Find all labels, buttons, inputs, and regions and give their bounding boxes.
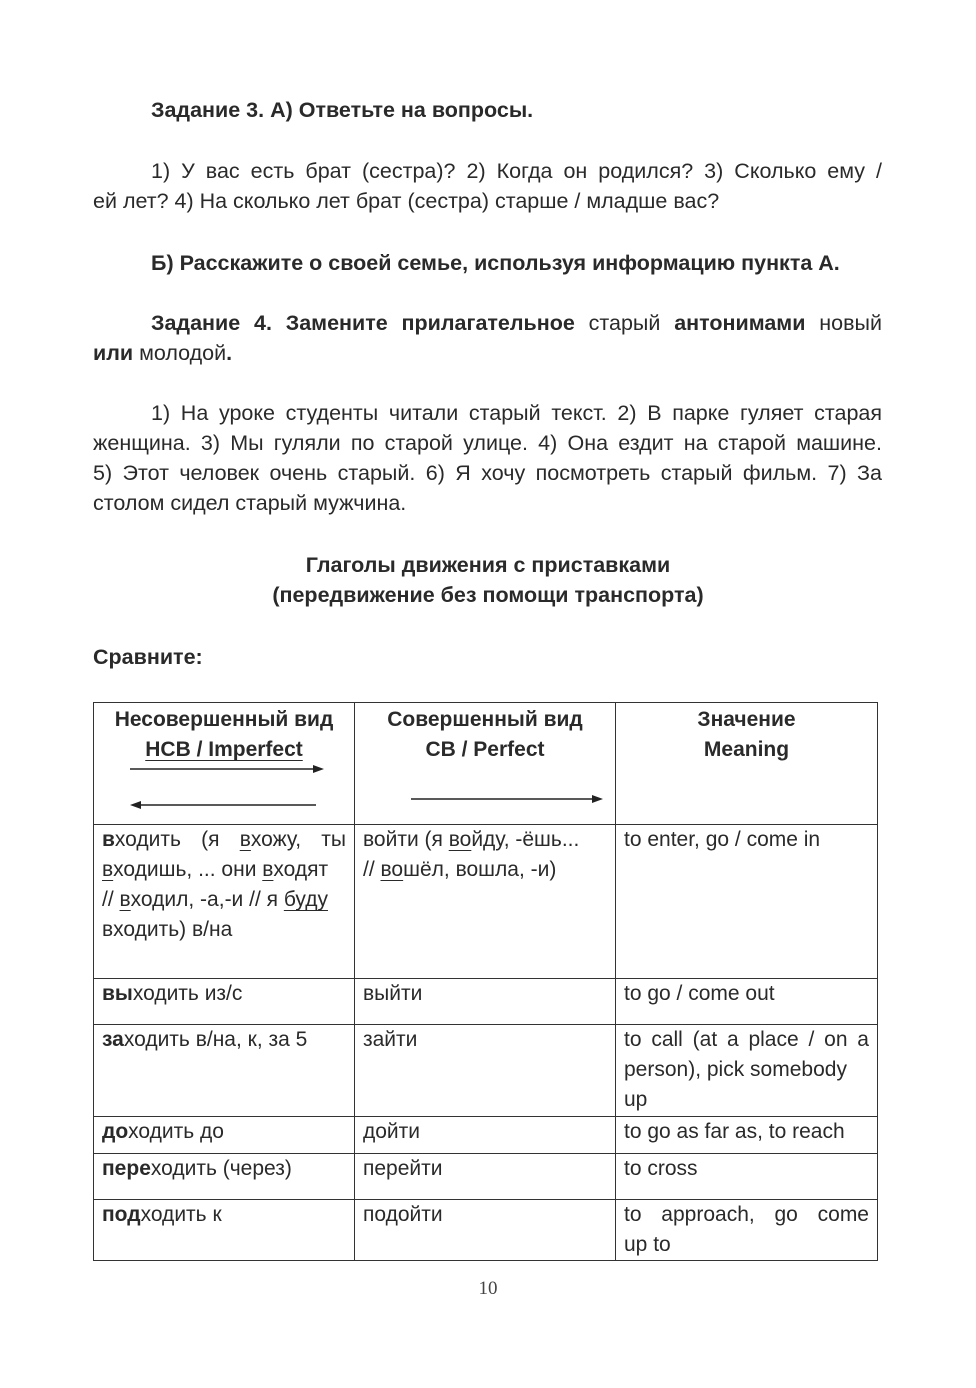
header-perfect-line1: Совершенный вид <box>387 708 583 731</box>
header-meaning-line1: Значение <box>697 708 796 731</box>
task3-questions-line1: 1) У вас есть брат (сестра)? 2) Когда он родился? 3) Сколько ему / <box>151 159 882 183</box>
verb-stem: ходить <box>114 828 181 851</box>
cell-meaning: to go / come out <box>616 979 878 1025</box>
cell-text: // <box>102 888 120 911</box>
verb-stem: ходить из/с <box>132 982 243 1005</box>
cell-text: ходил, -а,-и // я <box>130 888 284 911</box>
two-way-arrow-icon <box>102 765 347 815</box>
one-way-arrow-icon <box>363 765 608 815</box>
cell-imperfect <box>94 1117 355 1154</box>
verb-stem: ходить в/на, к, за 5 <box>123 1028 308 1051</box>
task4-title-bold-3: или <box>93 341 134 365</box>
cell-meaning: to cross <box>616 1154 878 1200</box>
task4-word-new: новый <box>819 311 882 335</box>
underlined-form: в <box>239 828 251 851</box>
task4-title-line1 <box>151 308 882 338</box>
table-header-row <box>94 703 878 825</box>
task4-sentence-line: 5) Этот человек очень старый. 6) Я хочу посмотреть старый фильм. 7) За <box>93 461 882 485</box>
cell-text: (я <box>180 828 240 851</box>
cell-line <box>102 885 346 915</box>
cell-text: йду, -ёшь... <box>471 828 580 851</box>
cell-imperfect <box>94 1154 355 1200</box>
verb-stem: ходить до <box>128 1120 224 1143</box>
underlined-form: в <box>119 888 131 911</box>
task4-sentence-line: 1) На уроке студенты читали старый текст. 2) В парке гуляет старая <box>151 401 882 425</box>
cell-perfect: выйти <box>355 979 616 1025</box>
cell-text: ходят <box>273 858 329 881</box>
cell-line <box>102 855 346 885</box>
task4-sentence-line: столом сидел старый мужчина. <box>93 491 407 515</box>
cell-text: войти (я <box>363 828 449 851</box>
header-meaning-line2: Meaning <box>703 738 790 761</box>
cell-text: хожу <box>250 828 296 851</box>
underlined-form: в <box>262 858 274 881</box>
cell-perfect: подойти <box>355 1200 616 1261</box>
cell-text: // <box>363 858 381 881</box>
task3-questions-line2: ей лет? 4) На сколько лет брат (сестра) старше / младше вас? <box>93 189 720 213</box>
cell-meaning <box>616 1200 878 1261</box>
section-subheading: (передвижение без помощи транспорта) <box>272 583 704 607</box>
underlined-form: во <box>380 858 404 881</box>
section-heading: Глаголы движения с приставками <box>305 553 671 577</box>
task4-word-old: старый <box>588 311 661 335</box>
cell-text: ходишь, ... они <box>113 858 263 881</box>
table-row <box>94 825 878 979</box>
cell-line <box>363 825 607 855</box>
cell-meaning: to go as far as, to reach <box>616 1117 878 1154</box>
verbs-table <box>93 702 878 1261</box>
verb-prefix: пере <box>102 1157 151 1180</box>
task3-title: Задание 3. А) Ответьте на вопросы. <box>151 98 534 122</box>
table-row <box>94 1117 878 1154</box>
cell-line <box>102 825 346 855</box>
cell-line: to call (at a place / on a <box>624 1028 869 1051</box>
header-imperfect-line1: Несовершенный вид <box>114 708 334 731</box>
header-imperfect-label: НСВ / Imperfect <box>145 738 303 761</box>
header-perfect <box>355 703 616 825</box>
cell-line: входить) в/на <box>102 918 233 941</box>
header-imperfect-line2 <box>102 735 346 765</box>
verb-stem: ходить (через) <box>150 1157 292 1180</box>
table-row <box>94 1154 878 1200</box>
cell-meaning <box>616 1025 878 1117</box>
cell-meaning: to enter, go / come in <box>616 825 878 979</box>
cell-perfect: зайти <box>355 1025 616 1117</box>
cell-imperfect <box>94 979 355 1025</box>
task4-word-young: молодой <box>139 341 227 365</box>
table-row <box>94 979 878 1025</box>
header-perfect-line2: СВ / Perfect <box>425 738 545 761</box>
cell-imperfect <box>94 1025 355 1117</box>
underlined-form: в <box>102 858 114 881</box>
verb-stem: ходить к <box>140 1203 222 1226</box>
cell-line: up to <box>624 1233 671 1256</box>
cell-text: шёл, вошла, -и) <box>403 858 557 881</box>
underlined-form: во <box>448 828 472 851</box>
compare-label: Сравните: <box>93 645 203 669</box>
task3-part-b: Б) Расскажите о своей семье, используя информацию пункта А. <box>151 251 840 275</box>
table-row <box>94 1200 878 1261</box>
verb-prefix: под <box>102 1203 141 1226</box>
task4-title-line2 <box>93 338 232 368</box>
task4-title-end: . <box>226 341 233 365</box>
cell-line <box>363 855 607 885</box>
underlined-form: буду <box>283 888 328 911</box>
verb-prefix: до <box>102 1120 129 1143</box>
cell-perfect: перейти <box>355 1154 616 1200</box>
header-imperfect <box>94 703 355 825</box>
page-number: 10 <box>478 1278 498 1299</box>
verb-prefix: за <box>102 1028 124 1051</box>
cell-perfect <box>355 825 616 979</box>
cell-imperfect <box>94 1200 355 1261</box>
cell-imperfect <box>94 825 355 979</box>
verb-prefix: вы <box>102 982 133 1005</box>
cell-line: up <box>624 1088 648 1111</box>
task4-title-bold-1: Задание 4. Замените прилагательное <box>151 311 575 335</box>
verb-prefix: в <box>102 828 115 851</box>
task4-sentence-line: женщина. 3) Мы гуляли по старой улице. 4) Она ездит на старой машине. <box>93 431 882 455</box>
cell-line: person), pick somebody <box>624 1058 847 1081</box>
cell-line: to approach, go come <box>624 1203 869 1226</box>
task4-title-bold-2: антонимами <box>674 311 806 335</box>
cell-perfect: дойти <box>355 1117 616 1154</box>
header-meaning <box>616 703 878 825</box>
cell-text: , ты <box>295 828 346 851</box>
table-row <box>94 1025 878 1117</box>
